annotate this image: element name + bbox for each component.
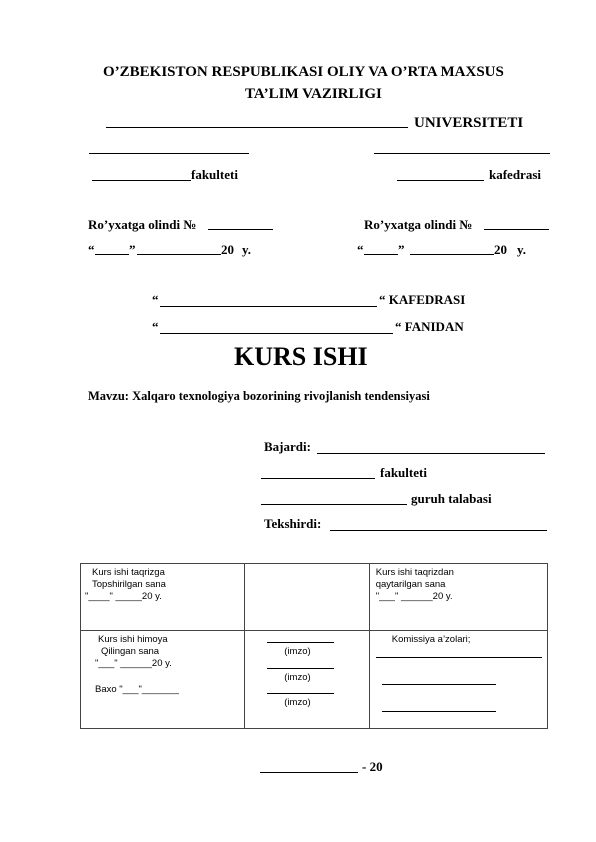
commission-line-1[interactable] xyxy=(376,657,542,658)
review-submit-date: "____" _____20 y. xyxy=(85,591,162,602)
left-registered-label: Ro’yxatga olindi № xyxy=(88,217,197,232)
review-middle-cell xyxy=(245,564,369,631)
department-name-blank[interactable] xyxy=(397,180,484,181)
commission-label: Komissiya a’zolari; xyxy=(391,634,471,645)
topic-line: Mavzu: Xalqaro texnologiya bozorining rivojlanish tendensiyasi xyxy=(88,389,430,403)
left-date-open-quote: “ xyxy=(88,242,95,257)
signature-line-3[interactable] xyxy=(267,693,334,694)
defense-line2: Qilingan sana xyxy=(101,646,160,657)
ministry-title-line2: TA’LIM VAZIRLIGI xyxy=(245,86,382,102)
signature-label-2: (imzo) xyxy=(284,672,311,683)
subject-open-quote: “ xyxy=(152,319,159,334)
university-label: UNIVERSITETI xyxy=(414,115,524,131)
student-group-label: guruh talabasi xyxy=(411,491,492,506)
signature-line-1[interactable] xyxy=(267,642,334,643)
department-caption: “ KAFEDRASI xyxy=(379,292,466,307)
left-registered-number-blank[interactable] xyxy=(208,229,273,230)
left-date-day-blank[interactable] xyxy=(95,254,129,255)
department-label: kafedrasi xyxy=(489,167,541,182)
left-date-year: 20 xyxy=(221,242,234,257)
review-submit-line2: Topshirilgan sana xyxy=(92,579,166,590)
defense-date: "___" ______20 y. xyxy=(95,658,172,669)
review-return-line1: Kurs ishi taqrizdan xyxy=(375,567,454,578)
defense-grade: Baxo "___"_______ xyxy=(95,684,179,695)
student-faculty-blank[interactable] xyxy=(261,478,375,479)
student-faculty-label: fakulteti xyxy=(380,465,427,480)
commission-line-2[interactable] xyxy=(382,684,496,685)
subject-caption: “ FANIDAN xyxy=(395,319,464,334)
right-date-month-blank[interactable] xyxy=(410,254,494,255)
ministry-title-line1: O’ZBEKISTON RESPUBLIKASI OLIY VA O’RTA MAXSUS xyxy=(103,64,504,80)
done-by-blank[interactable] xyxy=(317,453,545,454)
done-by-label: Bajardi: xyxy=(264,439,311,454)
right-date-year: 20 xyxy=(494,242,507,257)
left-date-close-quote: ” xyxy=(129,242,136,257)
right-top-blank[interactable] xyxy=(374,153,550,154)
signatures-cell xyxy=(245,631,369,729)
signature-line-2[interactable] xyxy=(267,668,334,669)
department-blank[interactable] xyxy=(160,306,377,307)
signature-label-3: (imzo) xyxy=(284,697,311,708)
checked-by-blank[interactable] xyxy=(330,530,547,531)
right-date-year-suffix: y. xyxy=(517,242,527,257)
signature-label-1: (imzo) xyxy=(284,646,311,657)
review-return-cell xyxy=(369,564,547,631)
left-date-month-blank[interactable] xyxy=(137,254,221,255)
review-table xyxy=(80,563,548,729)
right-registered-number-blank[interactable] xyxy=(484,229,549,230)
department-open-quote: “ xyxy=(152,292,159,307)
commission-line-3[interactable] xyxy=(382,711,496,712)
commission-cell xyxy=(369,631,547,729)
left-top-blank[interactable] xyxy=(89,153,249,154)
left-date-year-suffix: y. xyxy=(242,242,252,257)
university-name-blank[interactable] xyxy=(106,127,408,128)
right-date-day-blank[interactable] xyxy=(364,254,398,255)
student-group-blank[interactable] xyxy=(261,504,407,505)
city-blank[interactable] xyxy=(260,772,358,773)
review-return-date: "___" ______20 y. xyxy=(375,591,453,602)
right-date-close-quote: ” xyxy=(398,242,405,257)
right-date-open-quote: “ xyxy=(357,242,364,257)
review-return-line2: qaytarilgan sana xyxy=(375,579,446,590)
document-title: KURS ISHI xyxy=(234,342,368,371)
footer-year: - 20 xyxy=(362,759,383,774)
checked-by-label: Tekshirdi: xyxy=(264,516,322,531)
defense-cell xyxy=(81,631,245,729)
faculty-label: fakulteti xyxy=(191,167,238,182)
faculty-name-blank[interactable] xyxy=(92,180,191,181)
defense-line1: Kurs ishi himoya xyxy=(98,634,168,645)
right-registered-label: Ro’yxatga olindi № xyxy=(364,217,473,232)
review-submit-line1: Kurs ishi taqrizga xyxy=(92,567,165,578)
review-submit-cell xyxy=(81,564,245,631)
subject-blank[interactable] xyxy=(160,333,393,334)
